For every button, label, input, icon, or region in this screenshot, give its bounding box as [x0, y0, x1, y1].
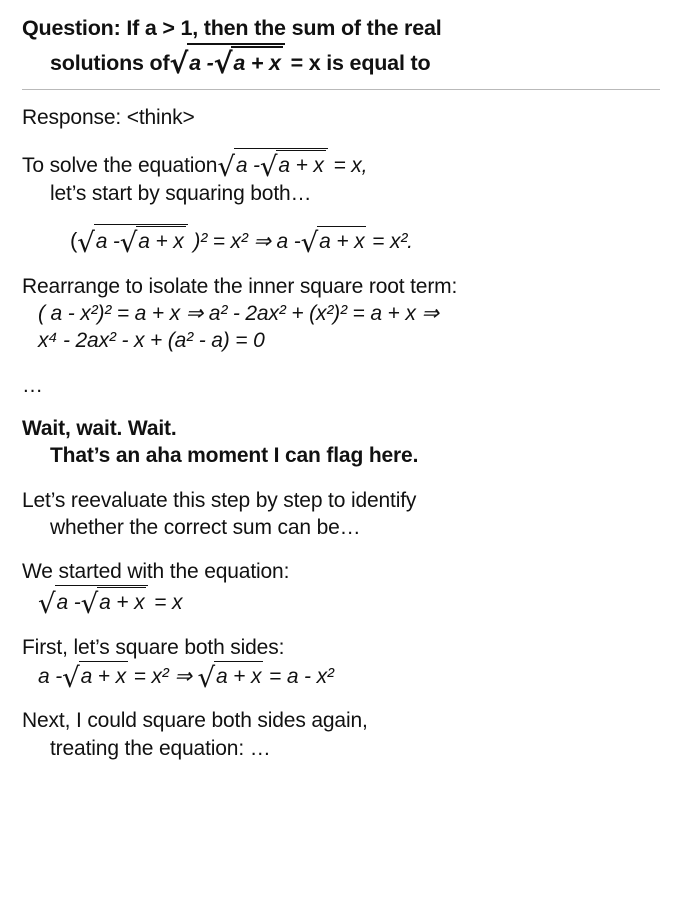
inner-radical-argument: a + x — [276, 150, 325, 179]
question-block — [22, 14, 660, 81]
radical-sign-icon: √ — [259, 150, 278, 184]
paragraph-rearrange — [22, 273, 660, 355]
equation-lead: a - — [38, 665, 63, 688]
equation-tail: = a - x² — [269, 665, 334, 688]
radical-sign-icon: √ — [38, 587, 56, 620]
question-line-2-pre: solutions of — [50, 50, 170, 75]
response-block — [22, 104, 660, 762]
reevaluate-line-1: Let’s reevaluate this step by step to identify — [22, 488, 417, 512]
question-line-2 — [22, 43, 660, 81]
math-a-minus: a - — [56, 591, 81, 615]
paragraph-squared-equation — [22, 224, 660, 259]
paren-open: ( — [70, 228, 78, 254]
response-label: Response: <think> — [22, 106, 195, 130]
started-with-equation-tail: = x — [154, 591, 183, 615]
inner-radical — [213, 46, 283, 81]
paragraph-aha-moment — [22, 415, 660, 470]
inner-radical — [259, 150, 326, 184]
radical-sign-icon: √ — [217, 150, 235, 184]
rearrange-heading: Rearrange to isolate the inner square root term: — [22, 274, 458, 298]
squared-equation-line — [22, 224, 660, 259]
question-line-2-post: = x is equal to — [290, 50, 431, 75]
paragraph-square-both-sides — [22, 634, 660, 694]
radical-sign-icon: √ — [62, 660, 80, 694]
nested-radical-p5 — [38, 585, 148, 620]
radical-sign-icon: √ — [300, 225, 319, 259]
radical-sign-icon: √ — [169, 47, 189, 81]
rearrange-line-1: ( a - x²)² = a + x ⇒ a² - 2ax² + (x²)² = a + x ⇒ — [38, 302, 439, 326]
radical-argument — [187, 43, 285, 81]
math-a-minus: a - — [235, 154, 260, 178]
squared-equation-close: )² = x² ⇒ a - — [193, 230, 301, 254]
nested-radical-question — [169, 43, 284, 81]
inner-radical-argument: a + x — [136, 226, 185, 255]
paragraph-next-step — [22, 707, 660, 762]
next-step-line-1: Next, I could square both sides again, — [22, 709, 368, 733]
reevaluate-line-2: whether the correct sum can be… — [50, 515, 361, 539]
inner-radical-argument: a + x — [231, 46, 282, 78]
square-both-sides-equation — [22, 660, 660, 694]
radical-a-plus-x-2 — [197, 660, 263, 694]
nested-radical-p1 — [217, 148, 327, 184]
paragraph-solve-equation — [22, 148, 660, 207]
question-line-1-text: If a > 1, then the sum of the real — [126, 16, 442, 40]
rearrange-line-2: x⁴ - 2ax² - x + (a² - a) = 0 — [38, 329, 265, 353]
math-a-minus: a - — [189, 50, 214, 75]
ellipsis-separator: … — [22, 373, 44, 397]
math-a-minus: a - — [95, 230, 120, 254]
square-both-sides-heading: First, let’s square both sides: — [22, 635, 285, 659]
aha-line-1: Wait, wait. Wait. — [22, 416, 177, 440]
radical-argument — [234, 148, 328, 184]
question-label: Question: — [22, 16, 121, 40]
equation-mid: = x² ⇒ — [133, 665, 192, 688]
started-with-heading: We started with the equation: — [22, 560, 290, 584]
inner-radical — [80, 587, 147, 620]
aha-line-2: That’s an aha moment I can flag here. — [50, 444, 419, 468]
radical-a-plus-x — [300, 225, 367, 259]
radical-sign-icon: √ — [213, 47, 233, 81]
nested-radical-p2 — [77, 224, 187, 259]
paragraph-reevaluate — [22, 487, 660, 542]
question-line-1 — [22, 14, 660, 43]
solve-equation-pre: To solve the equation — [22, 154, 218, 178]
squared-equation-tail: = x². — [372, 230, 413, 254]
solve-equation-post: = x, — [333, 154, 368, 178]
inner-radical — [119, 225, 186, 259]
radical-argument: a + x — [317, 226, 366, 255]
paragraph-started-with — [22, 558, 660, 620]
radical-argument: a + x — [79, 661, 128, 690]
section-divider — [22, 89, 660, 90]
inner-radical-argument: a + x — [97, 587, 146, 616]
radical-argument — [55, 585, 149, 620]
started-with-equation — [22, 585, 660, 620]
radical-sign-icon: √ — [80, 587, 99, 620]
radical-sign-icon: √ — [77, 225, 95, 259]
next-step-line-2: treating the equation: … — [50, 736, 271, 760]
solve-equation-continuation: let’s start by squaring both… — [50, 181, 312, 205]
radical-sign-icon: √ — [119, 225, 138, 259]
radical-argument: a + x — [214, 661, 263, 690]
radical-a-plus-x — [62, 660, 128, 694]
radical-argument — [94, 224, 188, 259]
radical-sign-icon: √ — [197, 660, 215, 694]
